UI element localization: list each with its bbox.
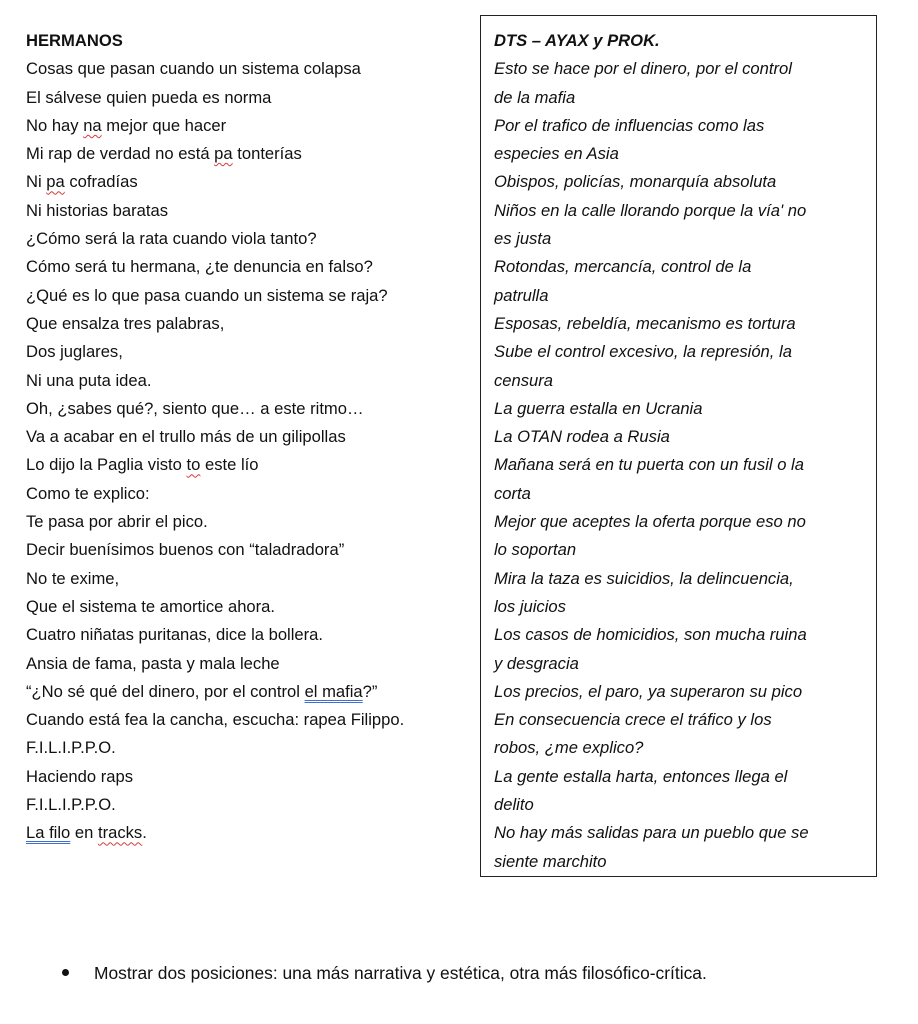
- spellcheck-underline: to: [186, 455, 201, 475]
- lyric-line: F.I.L.I.P.P.O.: [26, 795, 116, 815]
- lyric-line: Ansia de fama, pasta y mala leche: [26, 653, 280, 673]
- lyrics-hermanos: [26, 27, 478, 848]
- lyric-line: Esto se hace por el dinero, por el control: [494, 59, 792, 79]
- lyric-line: Los precios, el paro, ya superaron su pico: [494, 681, 803, 701]
- lyric-line: Ni historias baratas: [26, 200, 169, 220]
- lyric-line: Sube el control excesivo, la represión, la: [494, 342, 792, 362]
- lyric-line: La filo en tracks.: [26, 823, 147, 843]
- lyric-line: Haciendo raps: [26, 766, 134, 786]
- spellcheck-underline: na: [83, 115, 102, 135]
- lyric-line: Decir buenísimos buenos con “taladradora”: [26, 540, 345, 560]
- lyric-line: Por el trafico de influencias como las: [494, 115, 765, 135]
- lyric-line: Te pasa por abrir el pico.: [26, 512, 208, 532]
- grammar-underline: el mafia: [304, 681, 363, 701]
- lyric-line: y desgracia: [494, 653, 579, 673]
- lyric-line: Cosas que pasan cuando un sistema colapsa: [26, 59, 361, 79]
- lyric-line: Mañana será en tu puerta con un fusil o la: [494, 455, 804, 475]
- lyric-line: Va a acabar en el trullo más de un gilipollas: [26, 427, 346, 447]
- lyric-line: lo soportan: [494, 540, 577, 560]
- lyric-line: No hay na mejor que hacer: [26, 115, 227, 135]
- lyric-line: corta: [494, 483, 531, 503]
- lyric-line: Lo dijo la Paglia visto to este lío: [26, 455, 259, 475]
- lyric-line: Que ensalza tres palabras,: [26, 313, 225, 333]
- lyric-line: Mi rap de verdad no está pa tonterías: [26, 144, 302, 164]
- lyric-line: Los casos de homicidios, son mucha ruina: [494, 625, 807, 645]
- lyric-line: Ni pa cofradías: [26, 172, 138, 192]
- lyric-line: Esposas, rebeldía, mecanismo es tortura: [494, 313, 796, 333]
- lyric-line: es justa: [494, 229, 552, 249]
- lyric-line: El sálvese quien pueda es norma: [26, 87, 272, 107]
- lyric-line: La guerra estalla en Ucrania: [494, 398, 703, 418]
- lyric-line: Oh, ¿sabes qué?, siento que… a este ritmo…: [26, 398, 364, 418]
- lyric-line: Que el sistema te amortice ahora.: [26, 596, 276, 616]
- lyric-line: los juicios: [494, 596, 566, 616]
- lyric-line: de la mafia: [494, 87, 576, 107]
- lyric-line: Ni una puta idea.: [26, 370, 152, 390]
- hermanos-title: HERMANOS: [26, 31, 123, 50]
- lyric-line: robos, ¿me explico?: [494, 738, 644, 758]
- lyric-line: “¿No sé qué del dinero, por el control el mafia?”: [26, 681, 378, 701]
- lyric-line: Mira la taza es suicidios, la delincuencia,: [494, 568, 794, 588]
- lyric-line: Como te explico:: [26, 483, 150, 503]
- lyric-line: La gente estalla harta, entonces llega el: [494, 766, 788, 786]
- bullet-text: Mostrar dos posiciones: una más narrativa y estética, otra más filosófico-crítica.: [94, 963, 707, 983]
- lyric-line: Niños en la calle llorando porque la vía' no: [494, 200, 807, 220]
- lyric-line: No hay más salidas para un pueblo que se: [494, 823, 809, 843]
- lyric-line: Cuatro niñatas puritanas, dice la bollera.: [26, 625, 324, 645]
- lyric-line: ¿Qué es lo que pasa cuando un sistema se raja?: [26, 285, 388, 305]
- grammar-underline: La filo: [26, 823, 71, 843]
- lyric-line: censura: [494, 370, 554, 390]
- lyric-line: Cuando está fea la cancha, escucha: rapea Filippo.: [26, 710, 405, 730]
- lyric-line: Cómo será tu hermana, ¿te denuncia en falso?: [26, 257, 373, 277]
- spellcheck-underline: pa: [46, 172, 65, 192]
- lyric-line: Dos juglares,: [26, 342, 123, 362]
- lyric-line: Obispos, policías, monarquía absoluta: [494, 172, 777, 192]
- lyric-line: delito: [494, 795, 534, 815]
- lyric-line: especies en Asia: [494, 144, 619, 164]
- lyric-line: No te exime,: [26, 568, 120, 588]
- lyric-line: La OTAN rodea a Rusia: [494, 427, 670, 447]
- spellcheck-underline: tracks: [97, 823, 143, 843]
- lyrics-dts: [494, 27, 870, 876]
- lyric-line: ¿Cómo será la rata cuando viola tanto?: [26, 229, 317, 249]
- lyric-line: Mejor que aceptes la oferta porque eso no: [494, 512, 806, 532]
- bullet-item: [62, 960, 707, 986]
- dts-title: DTS – AYAX y PROK.: [494, 31, 660, 50]
- lyric-line: Rotondas, mercancía, control de la: [494, 257, 752, 277]
- bullet-point-icon: [62, 969, 69, 976]
- lyric-line: En consecuencia crece el tráfico y los: [494, 710, 772, 730]
- spellcheck-underline: pa: [214, 144, 233, 164]
- lyric-line: siente marchito: [494, 851, 607, 871]
- lyric-line: patrulla: [494, 285, 549, 305]
- lyric-line: F.I.L.I.P.P.O.: [26, 738, 116, 758]
- lyrics-box-dts: [480, 15, 877, 877]
